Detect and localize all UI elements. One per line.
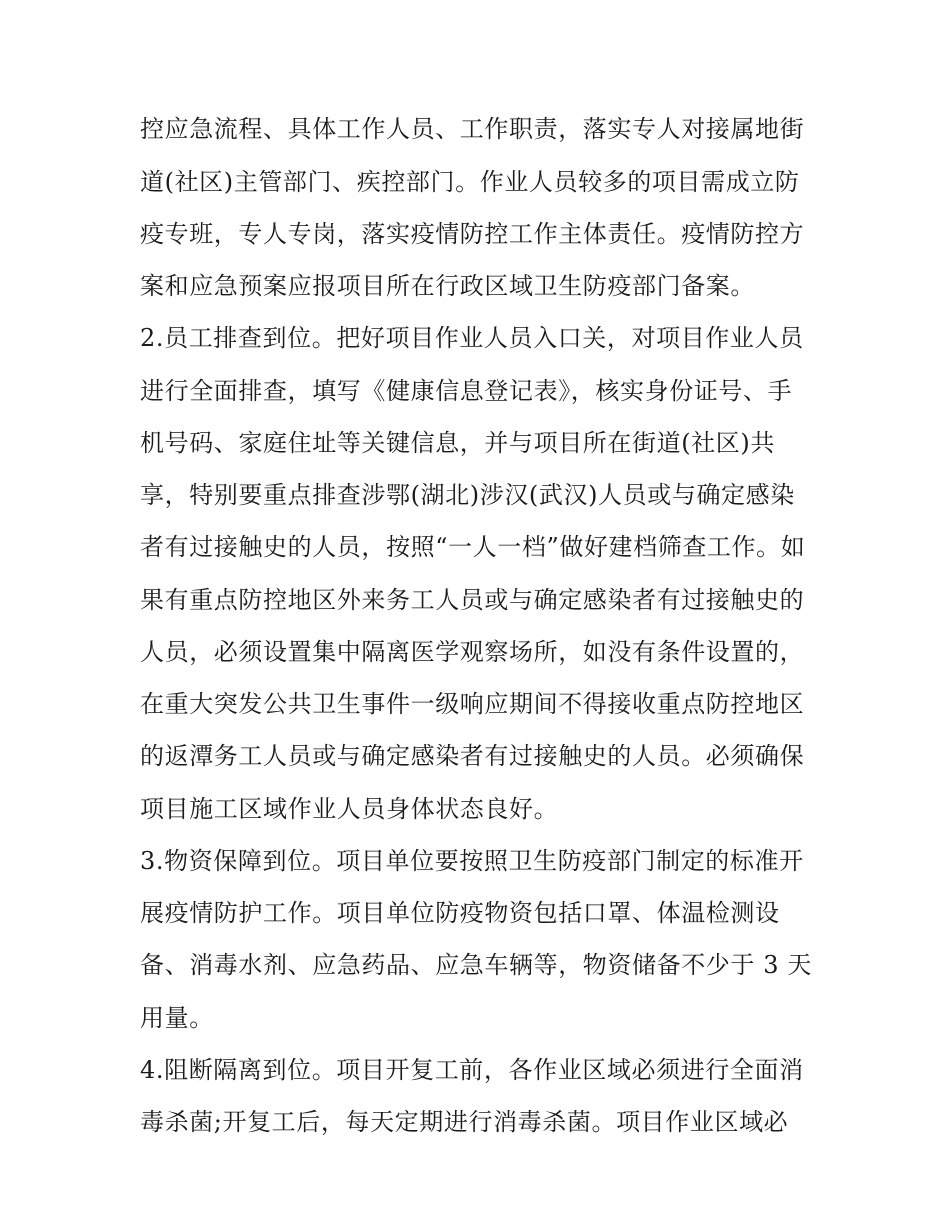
numbered-item-3-heading: 3.物资保障到位。项目单位要按照卫生防疫部门制定的标准开: [140, 847, 804, 875]
text-line: 毒杀菌;开复工后，每天定期进行消毒杀菌。项目作业区域必: [140, 1108, 789, 1136]
text-line: 项目施工区域作业人员身体状态良好。: [140, 795, 559, 823]
text-line: 用量。: [140, 1004, 214, 1032]
text-line: 案和应急预案应报项目所在行政区域卫生防疫部门备案。: [140, 272, 755, 300]
numbered-item-4-heading: 4.阻断隔离到位。项目开复工前，各作业区域必须进行全面消: [140, 1056, 804, 1084]
text-line: 的返潭务工人员或与确定感染者有过接触史的人员。必须确保: [140, 742, 805, 770]
text-line: 控应急流程、具体工作人员、工作职责，落实专人对接属地街: [140, 115, 805, 143]
text-line: 在重大突发公共卫生事件一级响应期间不得接收重点防控地区: [140, 690, 805, 718]
text-line: 备、消毒水剂、应急药品、应急车辆等，物资储备不少于 3 天: [140, 951, 812, 979]
numbered-item-2-heading: 2.员工排查到位。把好项目作业人员入口关，对项目作业人员: [140, 324, 804, 352]
text-line: 享，特别要重点排查涉鄂(湖北)涉汉(武汉)人员或与确定感染: [140, 481, 795, 509]
text-line: 机号码、家庭住址等关键信息，并与项目所在街道(社区)共: [140, 429, 775, 457]
text-line: 道(社区)主管部门、疾控部门。作业人员较多的项目需成立防: [140, 168, 800, 196]
text-line: 果有重点防控地区外来务工人员或与确定感染者有过接触史的: [140, 586, 805, 614]
text-line: 人员，必须设置集中隔离医学观察场所，如没有条件设置的，: [140, 638, 805, 666]
text-line: 疫专班，专人专岗，落实疫情防控工作主体责任。疫情防控方: [140, 220, 805, 248]
text-line: 展疫情防护工作。项目单位防疫物资包括口罩、体温检测设: [140, 899, 780, 927]
text-line: 进行全面排查，填写《健康信息登记表》，核实身份证号、手: [140, 377, 793, 405]
text-line: 者有过接触史的人员，按照“一人一档”做好建档筛查工作。如: [140, 533, 806, 561]
